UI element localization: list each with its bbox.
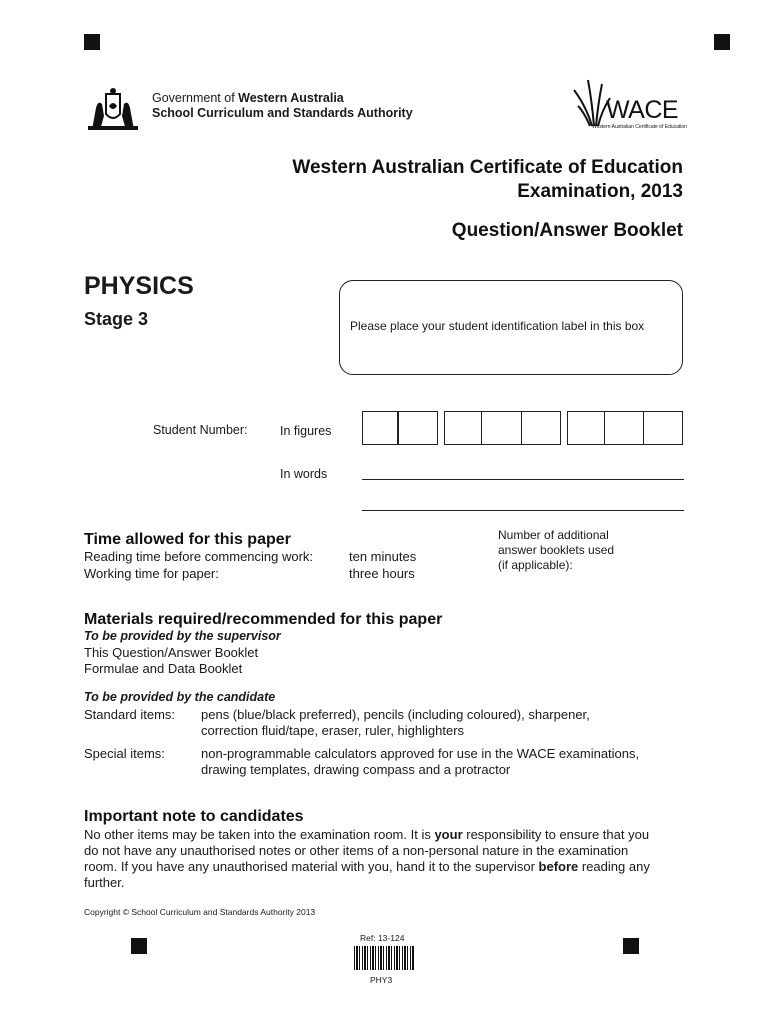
- subject-name: PHYSICS: [84, 272, 194, 300]
- in-figures-label: In figures: [280, 424, 332, 438]
- supervisor-item: Formulae and Data Booklet: [84, 661, 243, 676]
- working-time-label: Working time for paper:: [84, 566, 219, 581]
- copyright: Copyright © School Curriculum and Standards Authority 2013: [84, 907, 316, 917]
- important-paragraph: No other items may be taken into the examination room. It is your responsibility to ensure that you do not have any unauthorised notes or other items of a non-personal nature in the examination room. If you have any unauthorised material with you, hand it to the supervisor before reading any further.: [84, 827, 650, 890]
- supervisor-heading: To be provided by the supervisor: [84, 629, 281, 643]
- important-heading: Important note to candidates: [84, 808, 304, 825]
- standard-items-line2: correction fluid/tape, eraser, ruler, highlighters: [201, 723, 465, 738]
- figure-box[interactable]: [521, 411, 561, 445]
- wace-logo-text: WACE: [606, 96, 679, 124]
- registration-mark-top-left: [84, 34, 100, 50]
- in-words-label: In words: [280, 467, 328, 481]
- exam-title-line2: Examination, 2013: [517, 181, 683, 202]
- ref-number: Ref: 13-124: [360, 933, 405, 943]
- paper-code: PHY3: [370, 975, 393, 985]
- booklet-title: Question/Answer Booklet: [451, 220, 683, 241]
- in-words-line-1[interactable]: [362, 479, 684, 480]
- special-items-line2: drawing templates, drawing compass and a protractor: [201, 762, 511, 777]
- reading-time-label: Reading time before commencing work:: [84, 549, 314, 564]
- special-items-label: Special items:: [84, 746, 165, 761]
- registration-mark-bottom-left: [131, 938, 147, 954]
- student-id-label-box[interactable]: [339, 280, 683, 375]
- working-time-value: three hours: [349, 566, 415, 581]
- exam-title-line1: Western Australian Certificate of Education: [292, 157, 683, 178]
- figure-box[interactable]: [567, 411, 605, 445]
- barcode: [354, 946, 414, 970]
- special-items-line1: non-programmable calculators approved for use in the WACE examinations,: [201, 746, 640, 761]
- figure-box[interactable]: [398, 411, 438, 445]
- figure-box[interactable]: [444, 411, 482, 445]
- authority-name: School Curriculum and Standards Authority: [152, 106, 413, 120]
- government-name: Government of Western Australia: [152, 91, 344, 105]
- registration-mark-top-right: [714, 34, 730, 50]
- additional-booklets-note: Number of additional answer booklets used (if applicable):: [498, 528, 615, 572]
- id-box-instruction: Please place your student identification label in this box: [350, 319, 645, 333]
- figure-box[interactable]: [481, 411, 522, 445]
- subject-stage: Stage 3: [84, 309, 149, 329]
- reading-time-value: ten minutes: [349, 549, 417, 564]
- in-words-line-2[interactable]: [362, 510, 684, 511]
- registration-mark-bottom-right: [623, 938, 639, 954]
- wace-logo: [572, 76, 690, 136]
- standard-items-label: Standard items:: [84, 707, 176, 722]
- candidate-heading: To be provided by the candidate: [84, 690, 276, 704]
- standard-items-line1: pens (blue/black preferred), pencils (including coloured), sharpener,: [201, 707, 590, 722]
- figure-box[interactable]: [643, 411, 683, 445]
- supervisor-item: This Question/Answer Booklet: [84, 645, 259, 660]
- materials-heading: Materials required/recommended for this paper: [84, 611, 443, 628]
- figure-box[interactable]: [604, 411, 644, 445]
- time-heading: Time allowed for this paper: [84, 531, 291, 548]
- figure-box[interactable]: [362, 411, 398, 445]
- wace-tagline: Western Australian Certificate of Education: [592, 124, 687, 130]
- student-number-label: Student Number:: [153, 423, 248, 437]
- coat-of-arms-icon: [84, 86, 142, 137]
